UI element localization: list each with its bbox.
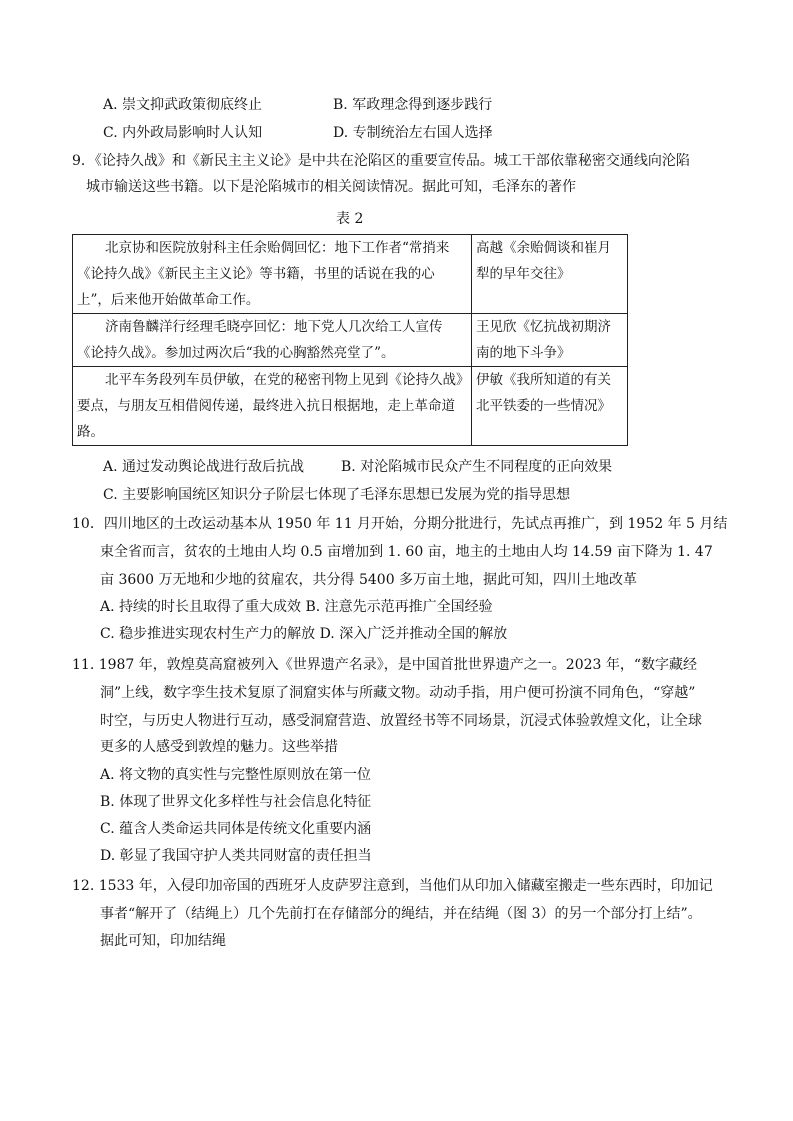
- table-cell-text: [73, 367, 472, 446]
- q9-stem-line-2: 城市输送这些书籍。以下是沦陷城市的相关阅读情况。据此可知，毛泽东的著作: [86, 179, 576, 195]
- q9-option-a: A. 通过发动舆论战进行敌后抗战: [103, 459, 305, 475]
- q11-stem-line-4: 更多的人感受到敦煌的魅力。这些举措: [100, 739, 338, 755]
- table-2-caption: 表 2: [336, 211, 364, 227]
- table-row: [73, 235, 628, 314]
- table-cell-text: [73, 235, 472, 314]
- table-row: [73, 367, 628, 446]
- q10-stem-line-2: 束全省而言，贫农的土地由人均 0.5 亩增加到 1. 60 亩，地主的土地由人均 14.59 亩下降为 1. 47: [100, 544, 713, 560]
- q12-stem-line-3: 据此可知，印加结绳: [100, 933, 226, 949]
- q11-stem-line-2: 洞”上线，数字孪生技术复原了洞窟实体与所藏文物。动动手指，用户便可扮演不同角色，“穿越”: [100, 685, 696, 701]
- q12-stem-line-2: 事者“解开了（结绳上）几个先前打在存储部分的绳结，并在结绳（图 3）的另一个部分打上结”。: [100, 906, 702, 922]
- q11-option-a: A. 将文物的真实性与完整性原则放在第一位: [100, 767, 372, 783]
- table-2: [72, 234, 628, 446]
- row-3-text: 北平车务段列车员伊敏，在党的秘密刊物上见到《论持久战》要点，与朋友互相借阅传递，最终进入抗日根据地，走上革命道路。: [77, 372, 463, 440]
- table-cell-source: 王见欣《忆抗战初期济南的地下斗争》: [472, 314, 628, 367]
- q10-options-ab: A. 持续的时长且取得了重大成效 B. 注意先示范再推广全国经验: [100, 599, 493, 615]
- q11-option-c: C. 蕴含人类命运共同体是传统文化重要内涵: [100, 821, 372, 837]
- q11-stem-line-1: 11. 1987 年，敦煌莫高窟被列入《世界遗产名录》，是中国首批世界遗产之一。2023 年，“数字藏经: [72, 657, 698, 673]
- table-cell-text: [73, 314, 472, 367]
- table-cell-source: 伊敏《我所知道的有关北平铁委的一些情况》: [472, 367, 628, 446]
- q9-stem-line-1: 9．《论持久战》和《新民主主义论》是中共在沦陷区的重要宣传品。城工干部依靠秘密交通线向沦陷: [72, 153, 690, 169]
- q11-option-d: D. 彰显了我国守护人类共同财富的责任担当: [100, 848, 372, 864]
- q8-option-b: B. 军政理念得到逐步践行: [333, 97, 493, 113]
- q8-option-d: D. 专制统治左右国人选择: [333, 125, 493, 141]
- q10-stem-line-3: 亩 3600 万无地和少地的贫雇农，共分得 5400 多万亩土地，据此可知，四川土地改革: [100, 572, 638, 588]
- row-2-text: 济南鲁麟洋行经理毛晓亭回忆：地下党人几次给工人宣传《论持久战》。参加过两次后“我的心胸豁然亮堂了”。: [77, 319, 443, 361]
- q12-stem-line-1: 12. 1533 年，入侵印加帝国的西班牙人皮萨罗注意到，当他们从印加入储藏室搬走一些东西时，印加记: [72, 878, 713, 894]
- q11-stem-line-3: 时空，与历史人物进行互动，感受洞窟营造、放置经书等不同场景，沉浸式体验敦煌文化，让全球: [100, 713, 702, 729]
- q9-option-c: C. 主要影响国统区知识分子阶层七体现了毛泽东思想已发展为党的指导思想: [103, 487, 571, 503]
- q8-option-a: A. 崇文抑武政策彻底终止: [103, 97, 263, 113]
- q9-option-b: B. 对沦陷城市民众产生不同程度的正向效果: [341, 459, 613, 475]
- row-1-text: 北京协和医院放射科主任余贻倜回忆：地下工作者“常捎来《论持久战》《新民主主义论》等书籍，书里的话说在我的心上”，后来他开始做革命工作。: [77, 240, 450, 308]
- table-cell-source: 高越《余贻倜谈和崔月犁的早年交往》: [472, 235, 628, 314]
- q11-option-b: B. 体现了世界文化多样性与社会信息化特征: [100, 794, 372, 810]
- q10-options-cd: C. 稳步推进实现农村生产力的解放 D. 深入广泛并推动全国的解放: [100, 626, 508, 642]
- q8-option-c: C. 内外政局影响时人认知: [103, 125, 263, 141]
- table-row: [73, 314, 628, 367]
- q10-stem-line-1: 10．四川地区的土改运动基本从 1950 年 11 月开始，分期分批进行，先试点再推广，到 1952 年 5 月结: [72, 516, 728, 532]
